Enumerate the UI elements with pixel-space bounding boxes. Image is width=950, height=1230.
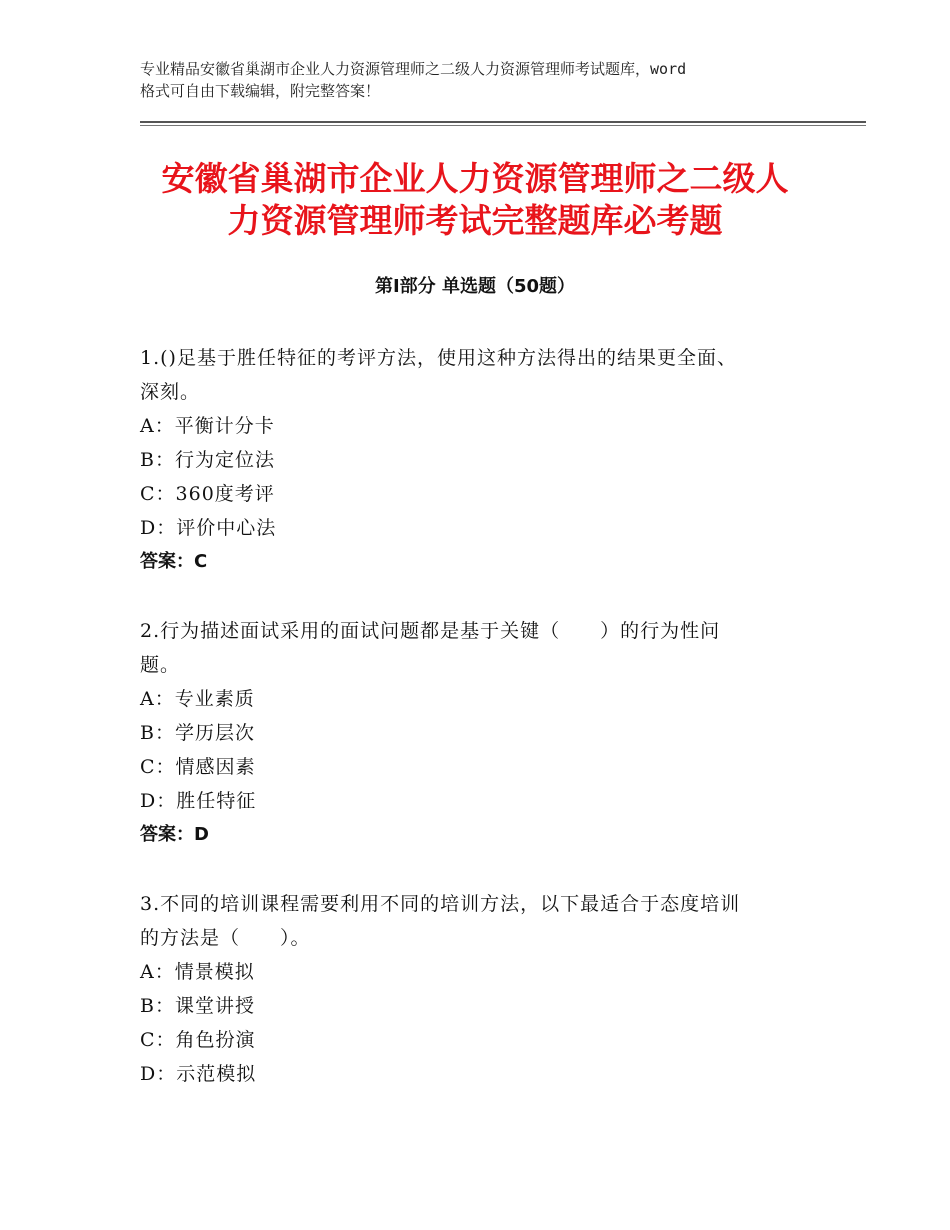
question-1 <box>140 341 840 579</box>
question-stem-line-2: 的方法是（ ）。 <box>140 927 311 949</box>
question-stem <box>140 341 840 409</box>
question-stem-line-1: 1.()足基于胜任特征的考评方法，使用这种方法得出的结果更全面、 <box>140 347 737 369</box>
option-c: C：角色扮演 <box>140 1029 256 1051</box>
question-stem-line-2: 深刻。 <box>140 381 201 403</box>
question-stem <box>140 614 840 682</box>
document-title-line-2: 力资源管理师考试完整题库必考题 <box>227 201 723 240</box>
question-stem-line-1: 3.不同的培训课程需要利用不同的培训方法，以下最适合于态度培训 <box>140 893 741 915</box>
document-title-line-1: 安徽省巢湖市企业人力资源管理师之二级人 <box>161 159 789 198</box>
option-d: D：胜任特征 <box>140 790 257 812</box>
option-a: A：平衡计分卡 <box>140 415 275 437</box>
question-stem <box>140 887 840 955</box>
option-b: B：行为定位法 <box>140 449 275 471</box>
header-note-line-1: 专业精品安徽省巢湖市企业人力资源管理师之二级人力资源管理师考试题库，word <box>140 60 687 78</box>
answer: 答案：C <box>140 551 208 572</box>
option-c: C：360度考评 <box>140 483 275 505</box>
option-b: B：课堂讲授 <box>140 995 255 1017</box>
header-note-line-2: 格式可自由下载编辑，附完整答案！ <box>140 82 381 100</box>
question-stem-line-2: 题。 <box>140 654 181 676</box>
option-d: D：示范模拟 <box>140 1063 257 1085</box>
document-title <box>120 158 830 242</box>
header-rule-thick <box>140 121 866 123</box>
answer: 答案：D <box>140 824 209 845</box>
option-d: D：评价中心法 <box>140 517 277 539</box>
option-c: C：情感因素 <box>140 756 256 778</box>
header-note <box>140 58 840 102</box>
header-rule-thin <box>140 125 866 126</box>
option-b: B：学历层次 <box>140 722 255 744</box>
section-heading: 第Ⅰ部分 单选题（50题） <box>374 276 575 297</box>
question-stem-line-1: 2.行为描述面试采用的面试问题都是基于关键（ ）的行为性问 <box>140 620 721 642</box>
question-2 <box>140 614 840 852</box>
question-3 <box>140 887 840 1091</box>
option-a: A：专业素质 <box>140 688 255 710</box>
option-a: A：情景模拟 <box>140 961 255 983</box>
